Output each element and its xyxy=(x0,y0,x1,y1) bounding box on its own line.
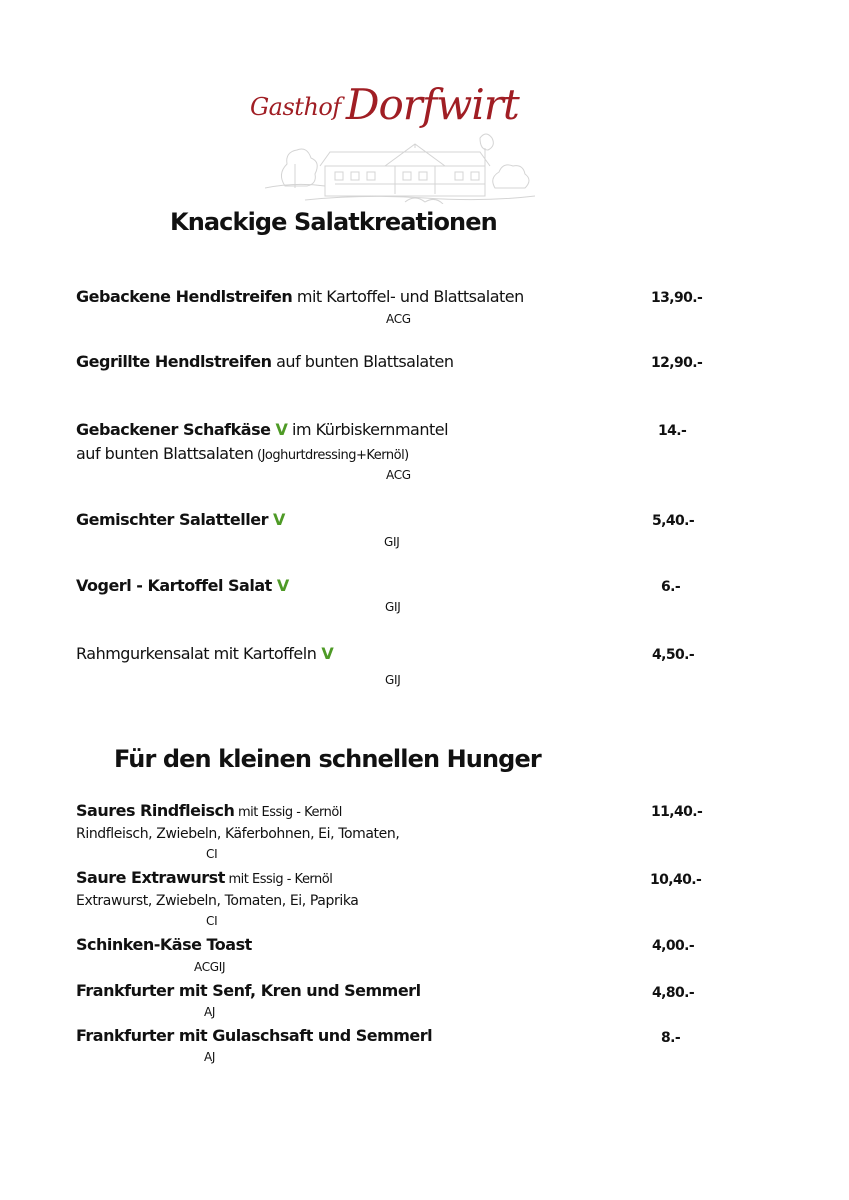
allergen-codes: GIJ xyxy=(384,535,400,549)
item-name: Gebackene Hendlstreifen xyxy=(76,287,293,306)
section-title-salads: Knackige Salatkreationen xyxy=(170,208,497,236)
menu-item xyxy=(76,420,448,439)
allergen-codes: AJ xyxy=(204,1050,216,1064)
item-name: Frankfurter mit Senf, Kren und Semmerl xyxy=(76,981,421,1000)
item-name: Frankfurter mit Gulaschsaft und Semmerl xyxy=(76,1026,433,1045)
item-description: mit Essig - Kernöl xyxy=(224,872,333,887)
vegetarian-marker: V xyxy=(267,510,285,529)
allergen-codes: ACG xyxy=(386,312,411,326)
item-description: mit Essig - Kernöl xyxy=(234,805,342,820)
item-price: 4,00.- xyxy=(652,938,695,954)
item-price: 4,50.- xyxy=(652,647,695,663)
item-name: Schinken-Käse Toast xyxy=(76,935,252,954)
item-description: im Kürbiskernmantel xyxy=(287,420,449,439)
allergen-codes: AJ xyxy=(204,1005,216,1019)
item-name: Gemischter Salatteller xyxy=(76,510,268,529)
menu-item-line2 xyxy=(76,444,409,463)
item-ingredients: Extrawurst, Zwiebeln, Tomaten, Ei, Paprika xyxy=(76,893,359,909)
item-name: Rahmgurkensalat mit Kartoffeln xyxy=(76,644,317,663)
logo-wordmark xyxy=(250,80,550,129)
menu-item xyxy=(76,352,453,371)
allergen-codes: CI xyxy=(206,914,218,928)
vegetarian-marker: V xyxy=(270,420,288,439)
menu-item xyxy=(76,868,332,887)
item-price: 13,90.- xyxy=(651,290,703,306)
logo-prefix: Gasthof xyxy=(250,93,341,121)
menu-item xyxy=(76,935,252,954)
item-note: (Joghurtdressing+Kernöl) xyxy=(253,448,409,463)
allergen-codes: ACGIJ xyxy=(194,960,226,974)
menu-item xyxy=(76,801,342,820)
menu-item xyxy=(76,287,524,306)
item-price: 6.- xyxy=(661,579,681,595)
allergen-codes: GIJ xyxy=(385,600,401,614)
item-price: 10,40.- xyxy=(650,872,702,888)
allergen-codes: GIJ xyxy=(385,673,401,687)
item-name: Saures Rindfleisch xyxy=(76,801,235,820)
item-description: mit Kartoffel- und Blattsalaten xyxy=(292,287,524,306)
item-ingredients: Rindfleisch, Zwiebeln, Käferbohnen, Ei, Tomaten, xyxy=(76,826,400,842)
item-price: 11,40.- xyxy=(651,804,703,820)
restaurant-logo xyxy=(250,76,550,204)
menu-item xyxy=(76,981,421,1000)
item-name: Saure Extrawurst xyxy=(76,868,225,887)
allergen-codes: CI xyxy=(206,847,218,861)
item-price: 14.- xyxy=(658,423,687,439)
vegetarian-marker: V xyxy=(271,576,289,595)
item-price: 5,40.- xyxy=(652,513,695,529)
menu-item xyxy=(76,1026,432,1045)
item-description: auf bunten Blattsalaten xyxy=(271,352,454,371)
menu-item xyxy=(76,644,333,663)
item-name: Vogerl - Kartoffel Salat xyxy=(76,576,272,595)
allergen-codes: ACG xyxy=(386,468,411,482)
item-price: 4,80.- xyxy=(652,985,695,1001)
section-title-snacks: Für den kleinen schnellen Hunger xyxy=(114,745,541,773)
item-price: 12,90.- xyxy=(651,355,703,371)
logo-name: Dorfwirt xyxy=(345,80,519,129)
menu-item xyxy=(76,510,285,529)
item-price: 8.- xyxy=(661,1030,681,1046)
item-name: Gegrillte Hendlstreifen xyxy=(76,352,272,371)
item-description-line2: auf bunten Blattsalaten xyxy=(76,444,254,463)
menu-item xyxy=(76,576,289,595)
farmhouse-illustration-icon xyxy=(265,126,545,204)
vegetarian-marker: V xyxy=(316,644,334,663)
item-name: Gebackener Schafkäse xyxy=(76,420,271,439)
